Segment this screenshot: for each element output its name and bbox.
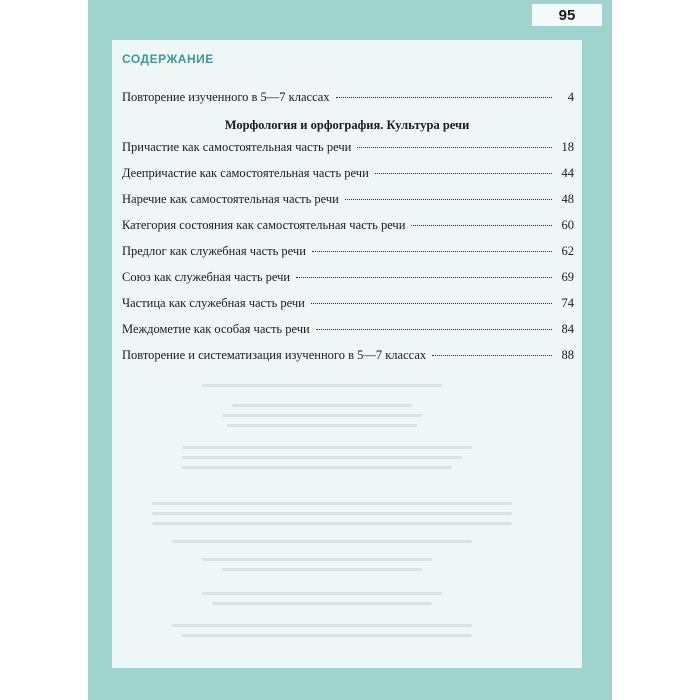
table-of-contents (112, 40, 582, 668)
show-through-imprint (142, 380, 552, 650)
toc-entry (122, 140, 574, 158)
toc-entry (122, 270, 574, 288)
ghost-line (202, 384, 442, 387)
toc-entry-page: 74 (561, 296, 574, 310)
toc-leader-dots (311, 303, 552, 304)
ghost-line (182, 634, 472, 637)
toc-entry (122, 244, 574, 262)
toc-entry (122, 166, 574, 184)
ghost-line (182, 446, 472, 449)
toc-entry (122, 296, 574, 314)
toc-entry-intro (122, 90, 574, 108)
toc-entry (122, 218, 574, 236)
page-number: 95 (532, 4, 602, 26)
ghost-line (232, 404, 412, 407)
toc-leader-dots (336, 97, 552, 98)
ghost-line (222, 568, 422, 571)
toc-entry (122, 192, 574, 210)
toc-entry-page: 4 (567, 90, 574, 104)
toc-entry-title: Союз как служебная часть речи (122, 270, 291, 284)
ghost-line (152, 502, 512, 505)
toc-leader-dots (375, 173, 552, 174)
toc-heading: СОДЕРЖАНИЕ (122, 52, 214, 66)
ghost-line (212, 602, 432, 605)
toc-leader-dots (312, 251, 552, 252)
ghost-line (182, 456, 462, 459)
toc-leader-dots (316, 329, 552, 330)
toc-entry-page: 69 (561, 270, 574, 284)
toc-entry-page: 44 (561, 166, 574, 180)
toc-entry-title: Повторение изученного в 5—7 классах (122, 90, 330, 104)
toc-leader-dots (411, 225, 552, 226)
toc-entry-page: 60 (561, 218, 574, 232)
toc-leader-dots (432, 355, 552, 356)
ghost-line (182, 466, 452, 469)
toc-entry-title: Деепричастие как самостоятельная часть речи (122, 166, 369, 180)
toc-entry-title: Междометие как особая часть речи (122, 322, 310, 336)
ghost-line (152, 522, 512, 525)
toc-leader-dots (357, 147, 552, 148)
toc-entry-title: Причастие как самостоятельная часть речи (122, 140, 352, 154)
ghost-line (222, 414, 422, 417)
ghost-line (202, 592, 442, 595)
toc-entry-page: 84 (561, 322, 574, 336)
toc-entry-title: Наречие как самостоятельная часть речи (122, 192, 339, 206)
toc-entry-page: 48 (561, 192, 574, 206)
ghost-line (202, 558, 432, 561)
toc-leader-dots (345, 199, 552, 200)
toc-entry (122, 322, 574, 340)
toc-entry-title: Предлог как служебная часть речи (122, 244, 306, 258)
toc-entry (122, 348, 574, 366)
ghost-line (172, 540, 472, 543)
toc-entry-title: Повторение и систематизация изученного в 5—7 классах (122, 348, 427, 362)
toc-entry-page: 88 (561, 348, 574, 362)
section-title: Морфология и орфография. Культура речи (224, 118, 470, 132)
ghost-line (227, 424, 417, 427)
ghost-line (172, 624, 472, 627)
ghost-line (152, 512, 512, 515)
toc-entry-page: 62 (561, 244, 574, 258)
book-page (88, 0, 612, 700)
toc-entry-title: Категория состояния как самостоятельная часть речи (122, 218, 406, 232)
toc-entry-title: Частица как служебная часть речи (122, 296, 305, 310)
toc-leader-dots (296, 277, 552, 278)
toc-entry-page: 18 (561, 140, 574, 154)
